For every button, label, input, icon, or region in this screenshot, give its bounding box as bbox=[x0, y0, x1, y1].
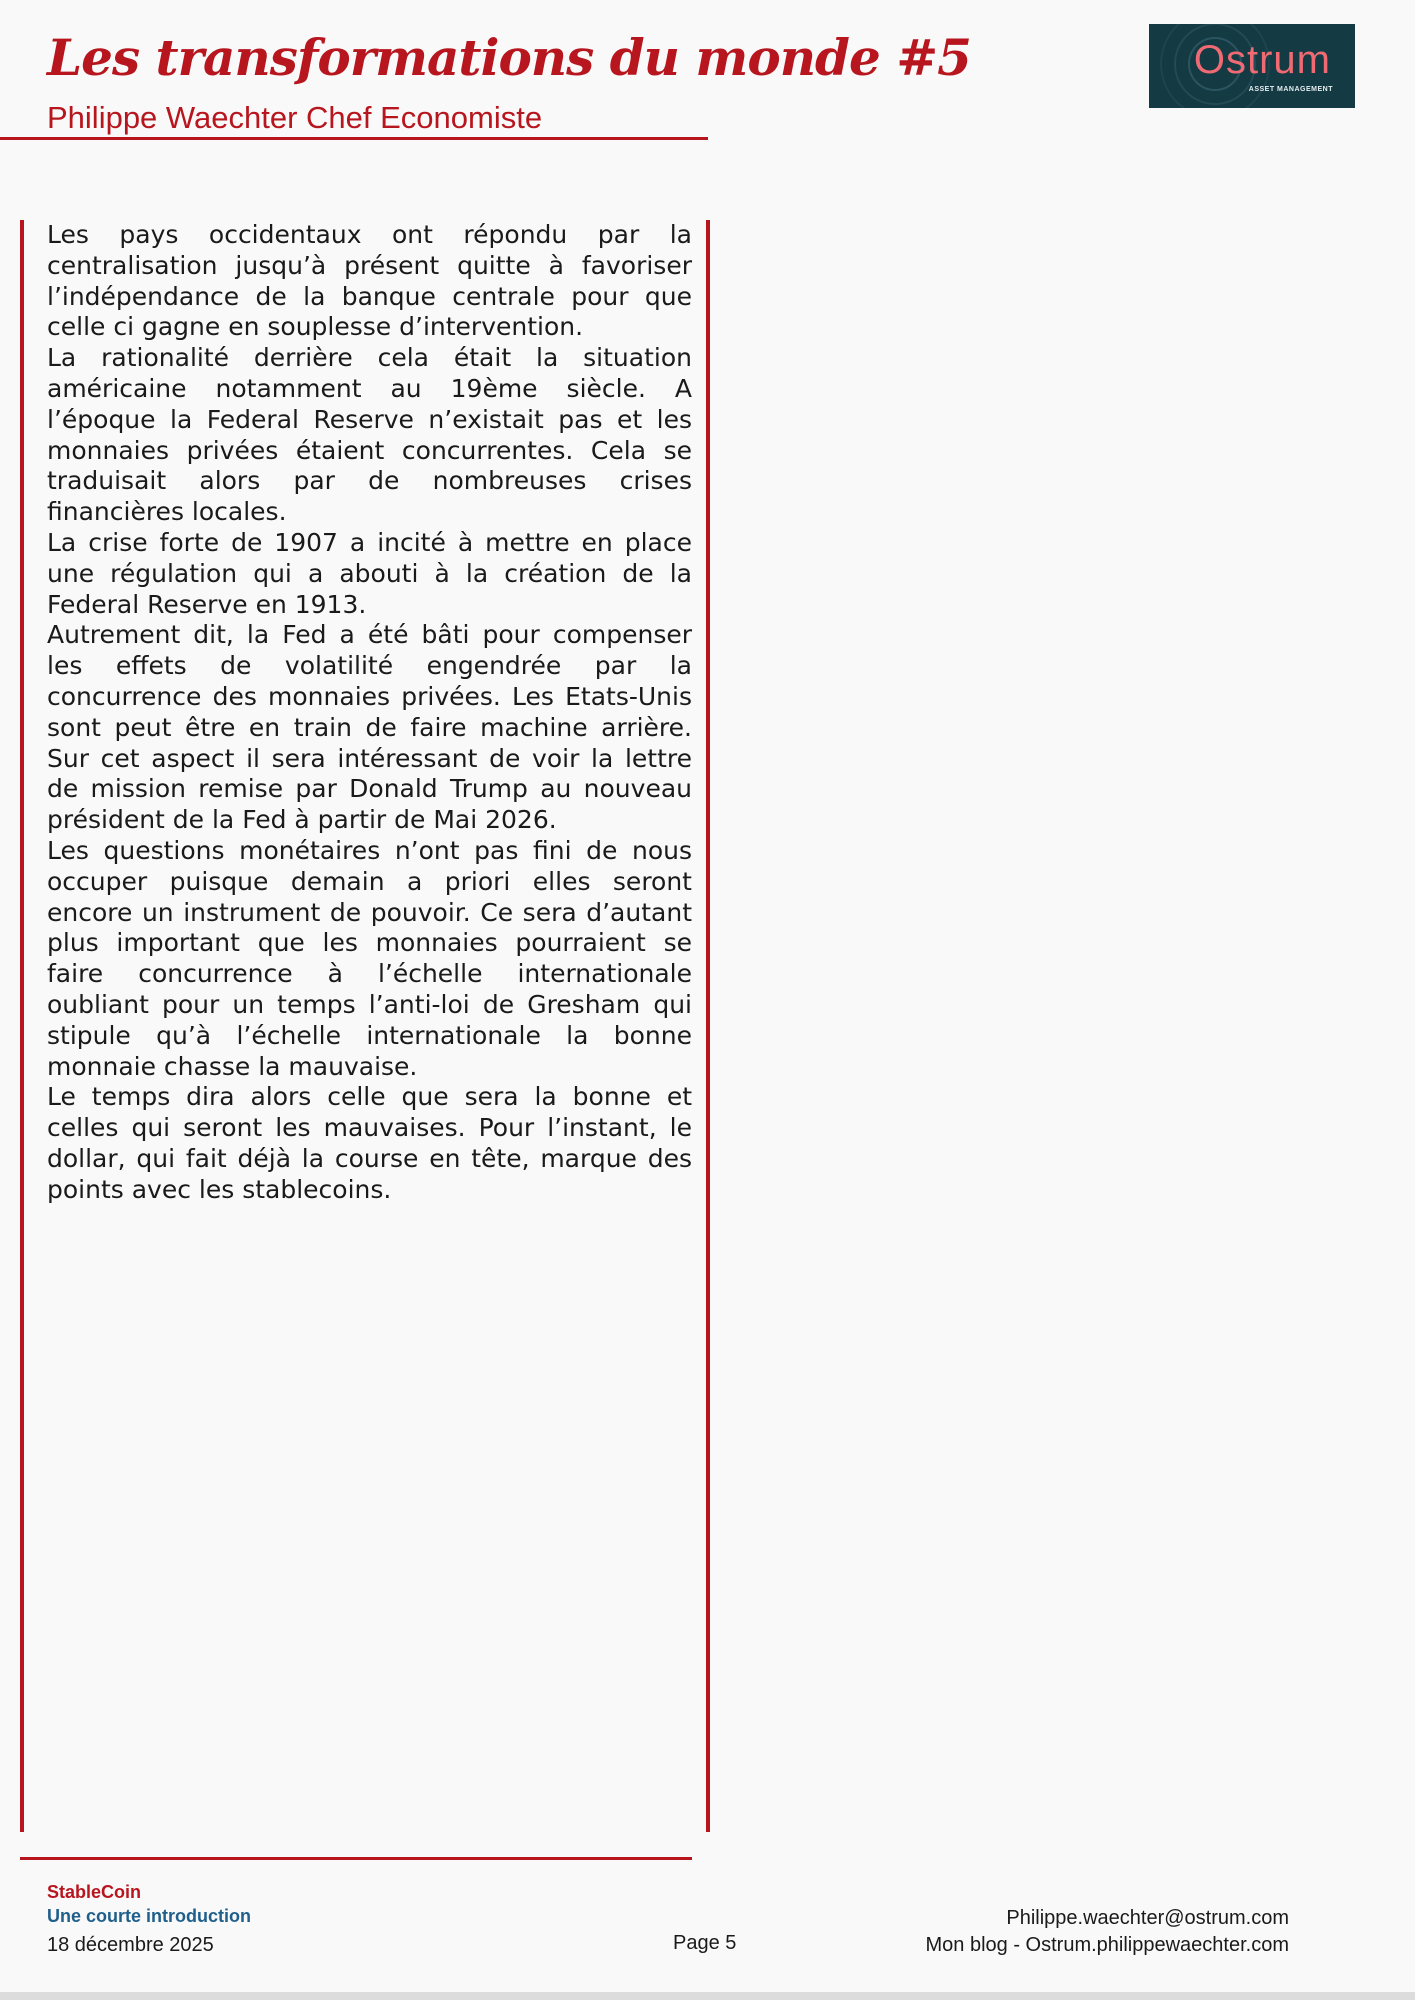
document-title: Les transformations du monde #5 bbox=[47, 28, 971, 87]
author-subtitle: Philippe Waechter Chef Economiste bbox=[47, 100, 543, 135]
footer-blog: Mon blog - Ostrum.philippewaechter.com bbox=[925, 1934, 1289, 1956]
paragraph: Le temps dira alors celle que sera la bonne et celles qui seront les mauvaises. Pour l’instant, le dollar, qui fait déjà la course en tête, marque des points avec les stablecoins. bbox=[47, 1082, 692, 1204]
content-frame-right-border bbox=[706, 220, 710, 1832]
paragraph: Les questions monétaires n’ont pas fini de nous occuper puisque demain a priori elles seront encore un instrument de pouvoir. Ce sera d’autant plus important que les monnaies pourraient se faire concurrence à l’échelle internationale oubliant pour un temps l’anti-loi de Gresham qui stipule qu’à l’échelle internationale la bonne monnaie chasse la mauvaise. bbox=[47, 835, 692, 1081]
footer-divider bbox=[20, 1857, 692, 1860]
page-number: Page 5 bbox=[673, 1932, 737, 1954]
paragraph: La crise forte de 1907 a incité à mettre en place une régulation qui a abouti à la création de la Federal Reserve en 1913. bbox=[47, 527, 692, 619]
footer-subtopic: Une courte introduction bbox=[47, 1906, 251, 1926]
page-bottom-edge bbox=[0, 1992, 1415, 2000]
paragraph: Les pays occidentaux ont répondu par la centralisation jusqu’à présent quitte à favoriser l’indépendance de la banque centrale pour que celle ci gagne en souplesse d’intervention. bbox=[47, 220, 692, 342]
footer-date: 18 décembre 2025 bbox=[47, 1934, 214, 1956]
footer-email: Philippe.waechter@ostrum.com bbox=[1006, 1907, 1289, 1929]
logo-tagline: ASSET MANAGEMENT bbox=[1248, 86, 1333, 93]
header-divider bbox=[0, 137, 708, 140]
footer-topic: StableCoin bbox=[47, 1882, 142, 1902]
content-frame-left-border bbox=[20, 220, 24, 1832]
ostrum-logo bbox=[1149, 24, 1355, 108]
logo-name: Ostrum bbox=[1193, 38, 1331, 82]
article-body bbox=[47, 220, 692, 1206]
paragraph: La rationalité derrière cela était la situation américaine notamment au 19ème siècle. A l’époque la Federal Reserve n’existait pas et les monnaies privées étaient concurrentes. Cela se traduisait alors par de nombreuses crises financières locales. bbox=[47, 343, 692, 527]
paragraph: Autrement dit, la Fed a été bâti pour compenser les effets de volatilité engendrée par la concurrence des monnaies privées. Les Etats-Unis sont peut être en train de faire machine arrière. Sur cet aspect il sera intéressant de voir la lettre de mission remise par Donald Trump au nouveau président de la Fed à partir de Mai 2026. bbox=[47, 620, 692, 835]
